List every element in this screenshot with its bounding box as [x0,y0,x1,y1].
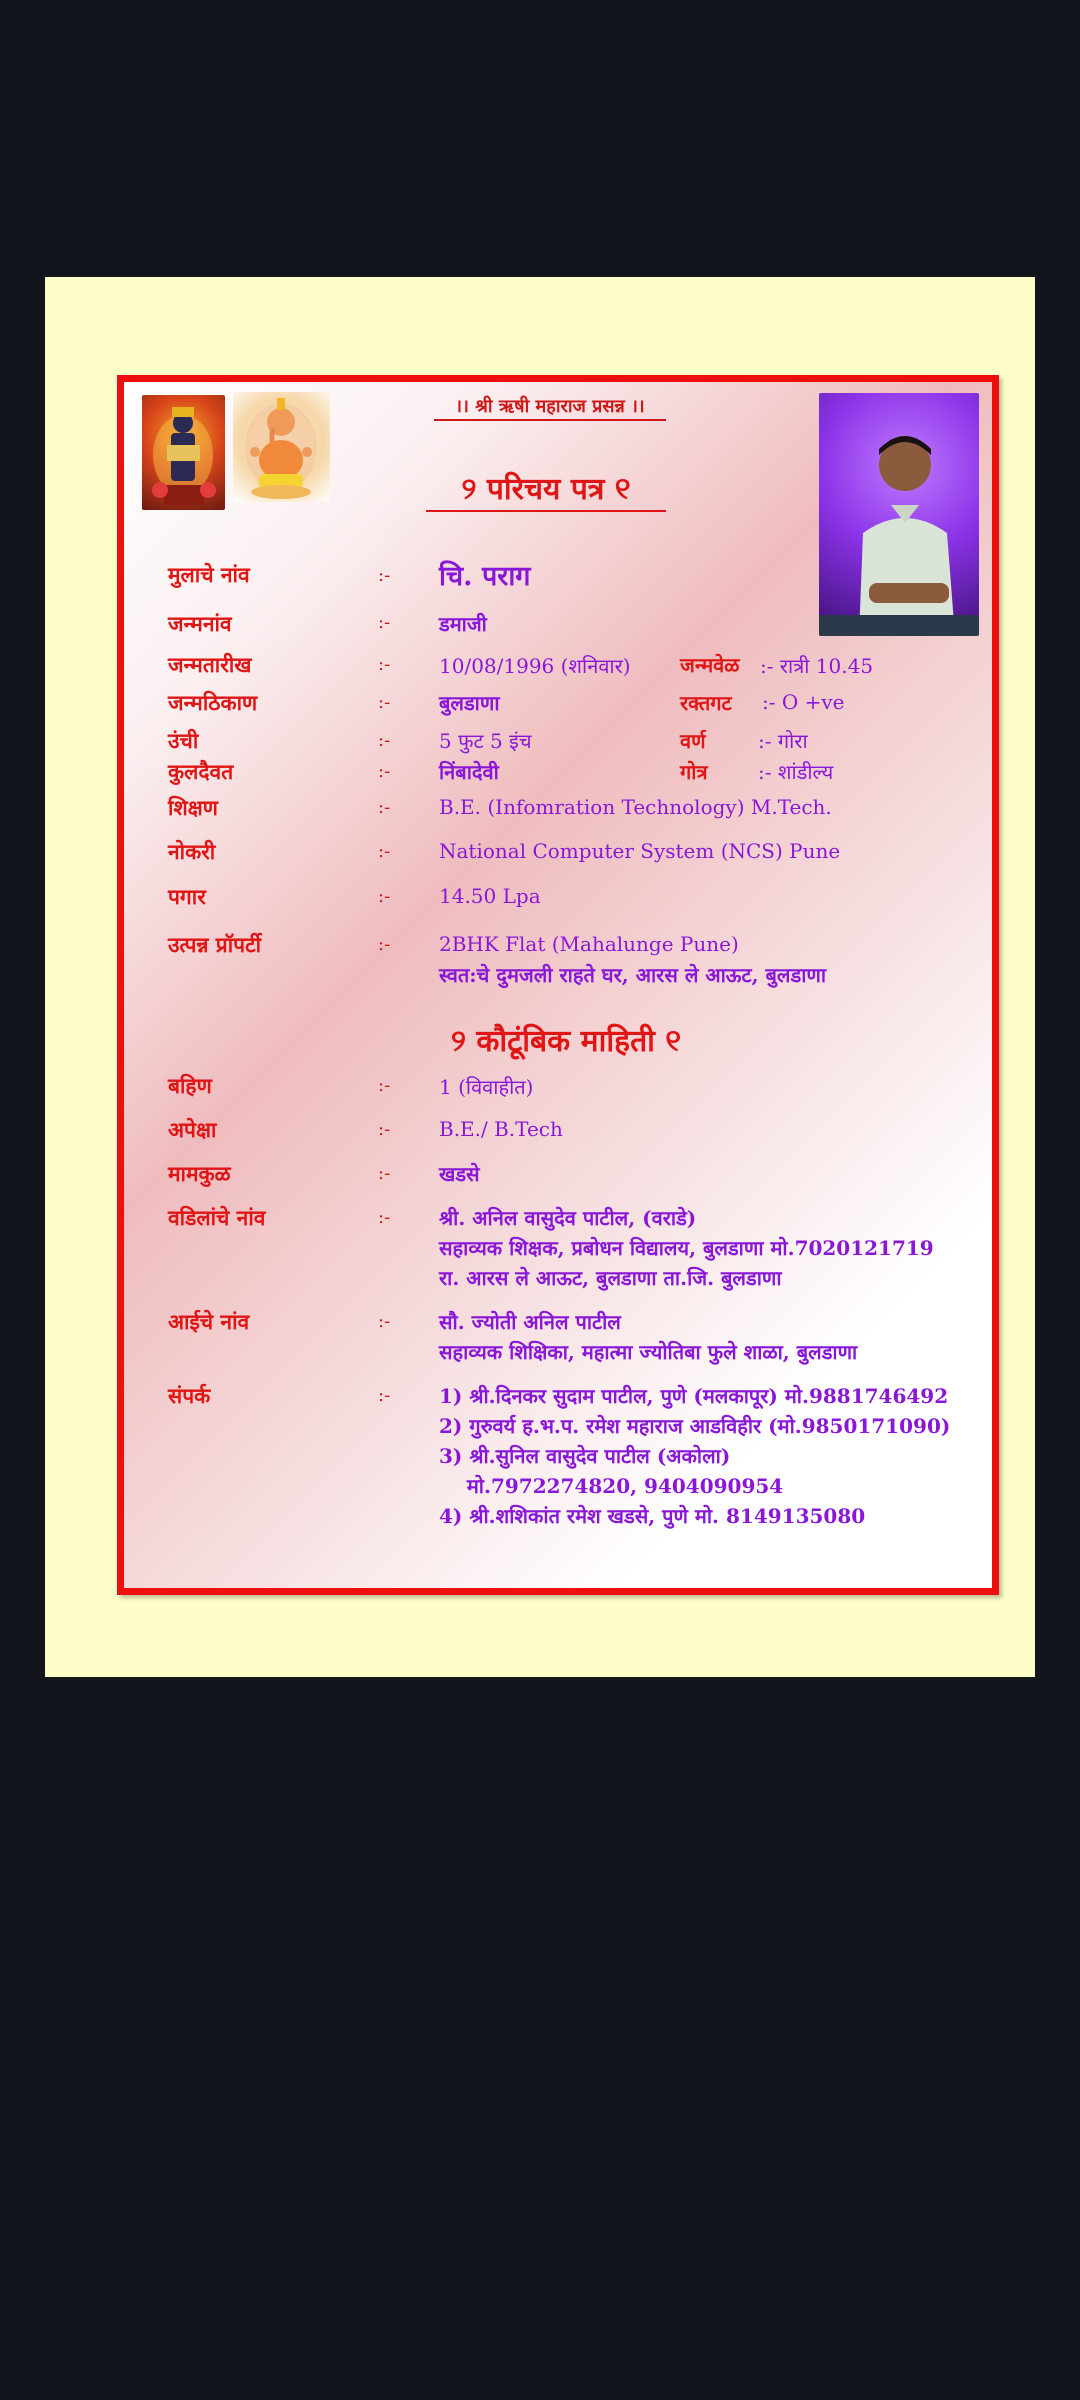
label-job: नोकरी [168,839,216,864]
flourish-right-icon: ୧ [614,472,631,507]
groom-photo [819,393,979,636]
flourish-left-icon: ୨ [461,472,477,507]
value-complexion: :- गोरा [758,729,808,753]
ganesh-image [233,392,330,502]
label-birth-time: जन्मवेळ [680,653,740,677]
label-birth-name: जन्मनांव [168,611,232,636]
separator: :- [378,612,391,633]
family-heading-text: कौटूंबिक माहिती [476,1024,655,1059]
separator: :- [378,934,391,955]
value-contact-2: 2) गुरुवर्य ह.भ.प. रमेश महाराज आडविहीर (मो.9850171090) [439,1414,951,1438]
value-expectation: B.E./ B.Tech [439,1117,563,1141]
label-father-name: वडिलांचे नांव [168,1205,266,1230]
blessing-text: ।। श्री ऋषी महाराज प्रसन्न ।। [434,394,666,421]
value-job: National Computer System (NCS) Pune [439,839,841,863]
label-salary: पगार [168,884,206,909]
label-mamkul: मामकुळ [168,1161,231,1186]
separator: :- [378,1119,391,1140]
value-sister: 1 (विवाहीत) [439,1075,534,1099]
value-property-line2: स्वत:चे दुमजली राहते घर, आरस ले आऊट, बुलडाणा [439,963,827,987]
page-title [426,467,666,512]
separator: :- [378,886,391,907]
separator: :- [378,797,391,818]
separator: :- [378,565,391,586]
label-sister: बहिण [168,1073,212,1098]
value-birth-date: 10/08/1996 (शनिवार) [439,654,631,678]
separator: :- [378,692,391,713]
label-birth-date: जन्मतारीख [168,652,252,677]
value-kuldaivat: निंबादेवी [439,760,499,784]
label-blood-group: रक्तगट [680,691,732,715]
separator: :- [378,1075,391,1096]
separator: :- [378,1311,391,1332]
value-property: 2BHK Flat (Mahalunge Pune) [439,932,739,956]
value-boy-name: चि. पराग [439,561,531,592]
value-mother-line2: सहाव्यक शिक्षिका, महात्मा ज्योतिबा फुले शाळा, बुलडाणा [439,1340,858,1364]
value-father-line1: श्री. अनिल वासुदेव पाटील, (वराडे) [439,1206,697,1230]
label-gotra: गोत्र [680,760,708,784]
label-expectation: अपेक्षा [168,1117,217,1142]
page-title-text: परिचय पत्र [486,472,605,507]
separator: :- [378,841,391,862]
biodata-card [117,375,999,1595]
flourish-right-icon: ୧ [665,1024,682,1059]
label-mother-name: आईचे नांव [168,1309,250,1334]
label-height: उंची [168,728,199,753]
label-complexion: वर्ण [680,729,706,753]
value-mother-line1: सौ. ज्योती अनिल पाटील [439,1310,621,1334]
value-father-line3: रा. आरस ले आऊट, बुलडाणा ता.जि. बुलडाणा [439,1266,782,1290]
value-birth-time: :- रात्री 10.45 [760,654,874,678]
value-education: B.E. (Infomration Technology) M.Tech. [439,795,832,819]
label-contact: संपर्क [168,1383,211,1408]
value-contact-4: 4) श्री.शशिकांत रमेश खडसे, पुणे मो. 8149135080 [439,1504,866,1528]
value-contact-3: 3) श्री.सुनिल वासुदेव पाटील (अकोला) [439,1444,731,1468]
value-father-line2: सहाव्यक शिक्षक, प्रबोधन विद्यालय, बुलडाणा मो.7020121719 [439,1236,934,1260]
vitthal-image [142,395,225,510]
value-mamkul: खडसे [439,1162,480,1186]
value-contact-1: 1) श्री.दिनकर सुदाम पाटील, पुणे (मलकापूर) मो.9881746492 [439,1384,949,1408]
label-birth-place: जन्मठिकाण [168,690,258,715]
separator: :- [378,1385,391,1406]
separator: :- [378,730,391,751]
separator: :- [378,1207,391,1228]
value-gotra: :- शांडील्य [758,760,834,784]
label-kuldaivat: कुलदैवत [168,759,234,784]
value-height: 5 फुट 5 इंच [439,729,532,753]
value-birth-place: बुलडाणा [439,691,500,715]
value-birth-name: डमाजी [439,612,487,636]
value-contact-3b: मो.7972274820, 9404090954 [439,1474,784,1498]
separator: :- [378,654,391,675]
separator: :- [378,761,391,782]
separator: :- [378,1163,391,1184]
label-boy-name: मुलाचे नांव [168,562,250,587]
value-salary: 14.50 Lpa [439,884,541,908]
value-blood-group: :- O +ve [762,690,845,714]
family-heading [436,1019,696,1060]
flourish-left-icon: ୨ [450,1024,466,1059]
label-property: उत्पन्न प्रॉपर्टी [168,932,262,957]
label-education: शिक्षण [168,795,218,820]
